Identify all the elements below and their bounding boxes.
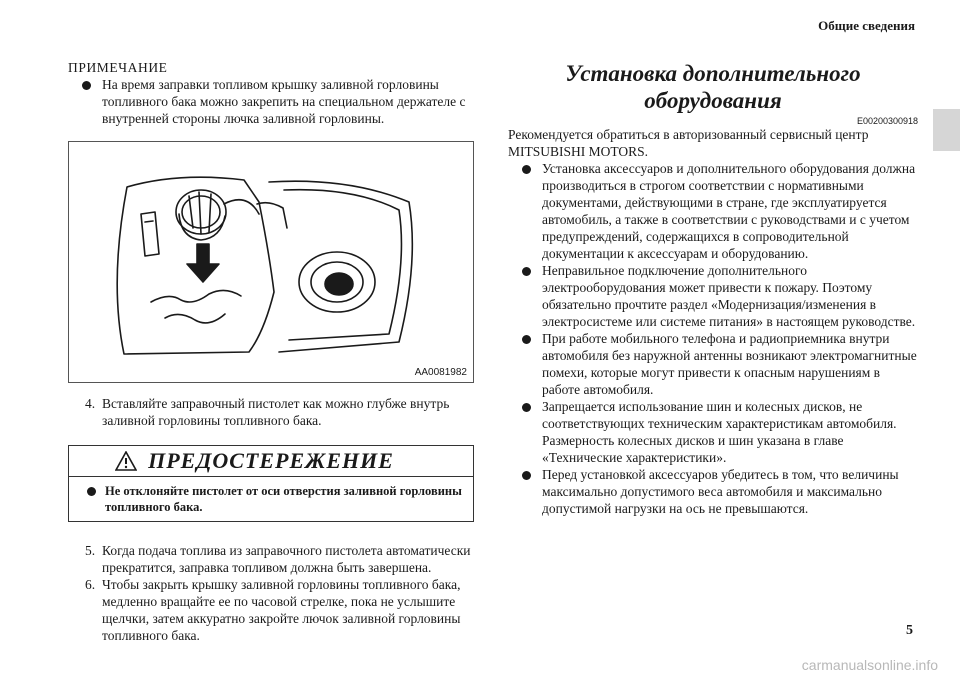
- section-code: E00200300918: [856, 116, 918, 126]
- list-item: [508, 398, 918, 466]
- note-bullet: [68, 76, 478, 127]
- step-text: Когда подача топлива из заправочного пистолета автоматически прекратится, заправка топливом должна быть завершена.: [102, 543, 471, 575]
- step-number: 6.: [85, 577, 96, 592]
- step-4: [68, 395, 478, 429]
- step-text: Вставляйте заправочный пистолет как можно глубже внутрь заливной горловины топливного бака.: [102, 396, 450, 428]
- list-item: [508, 160, 918, 262]
- list-item-text: Неправильное подключение дополнительного электрооборудования может привести к пожару. Поэтому обязательно прочтите раздел «Модернизация/изменения в электросистеме или системе питания» в настоящем руководстве.: [542, 263, 916, 329]
- warning-title: ПРЕДОСТЕРЕЖЕНИЕ: [148, 448, 394, 473]
- right-column: [508, 60, 918, 517]
- page-header-title: Общие сведения: [818, 18, 915, 33]
- bullet-dot-icon: [522, 165, 531, 174]
- note-bullet-text: На время заправки топливом крышку заливной горловины топливного бака можно закрепить на специальном держателе с внутренней стороны лючка заливной горловины.: [102, 77, 466, 126]
- page-number: 5: [906, 623, 913, 638]
- left-column: [68, 60, 478, 644]
- step-5: [68, 542, 478, 576]
- list-item: [508, 262, 918, 330]
- step-text: Чтобы закрыть крышку заливной горловины топливного бака, медленно вращайте ее по часовой стрелке, пока не услышите щелчки, затем аккуратно закройте лючок заливной горловины топливного бака.: [102, 577, 461, 643]
- warning-bullet: [75, 483, 467, 515]
- warning-body: [69, 477, 473, 521]
- step-number: 5.: [85, 543, 96, 558]
- fuel-cap-illustration: [68, 141, 474, 383]
- step-number: 4.: [85, 396, 96, 411]
- section-title-line-2: оборудования: [644, 88, 782, 113]
- warning-box: [68, 445, 474, 522]
- section-title-line-1: Установка дополнительного: [565, 61, 861, 86]
- watermark: carmanualsonline.info: [801, 657, 938, 673]
- list-item-text: Установка аксессуаров и дополнительного оборудования должна производиться в строгом соответствии с нормативными документами, действующими в стране, где эксплуатируется автомобиль, а также в соответствии с руководствами и с учетом предупреждений, содержащихся в сопроводительной документации к аксессуарам и оборудованию.: [542, 161, 916, 261]
- intro-paragraph: Рекомендуется обратиться в авторизованный сервисный центр MITSUBISHI MOTORS.: [508, 127, 869, 159]
- step-6: [68, 576, 478, 644]
- note-title: ПРИМЕЧАНИЕ: [68, 60, 168, 75]
- list-item: [508, 466, 918, 517]
- figure-code: AA0081982: [414, 367, 467, 378]
- bullet-dot-icon: [522, 267, 531, 276]
- section-title: [508, 60, 918, 114]
- fuel-door-drawing: [69, 142, 475, 384]
- list-item: [508, 330, 918, 398]
- list-item-text: При работе мобильного телефона и радиоприемника внутри автомобиля без наружной антенны возникают электромагнитные помехи, которые могут привести к опасным нарушениям в работе автомобиля.: [542, 331, 917, 397]
- warning-text: Не отклоняйте пистолет от оси отверстия заливной горловины топливного бака.: [105, 484, 462, 514]
- bullet-dot-icon: [82, 81, 91, 90]
- bullet-dot-icon: [87, 487, 96, 496]
- bullet-dot-icon: [522, 471, 531, 480]
- bullet-dot-icon: [522, 335, 531, 344]
- warning-triangle-icon: [115, 451, 137, 471]
- bullet-dot-icon: [522, 403, 531, 412]
- section-thumb-tab: [933, 109, 960, 151]
- list-item-text: Запрещается использование шин и колесных дисков, не соответствующих техническим характеристикам автомобиля. Размерность колесных дисков и шин указана в главе «Технические характеристики».: [542, 399, 897, 465]
- warning-header: [69, 446, 473, 477]
- list-item-text: Перед установкой аксессуаров убедитесь в том, что величины максимально допустимого веса автомобиля и максимально допустимой нагрузки на ось не превышаются.: [542, 467, 899, 516]
